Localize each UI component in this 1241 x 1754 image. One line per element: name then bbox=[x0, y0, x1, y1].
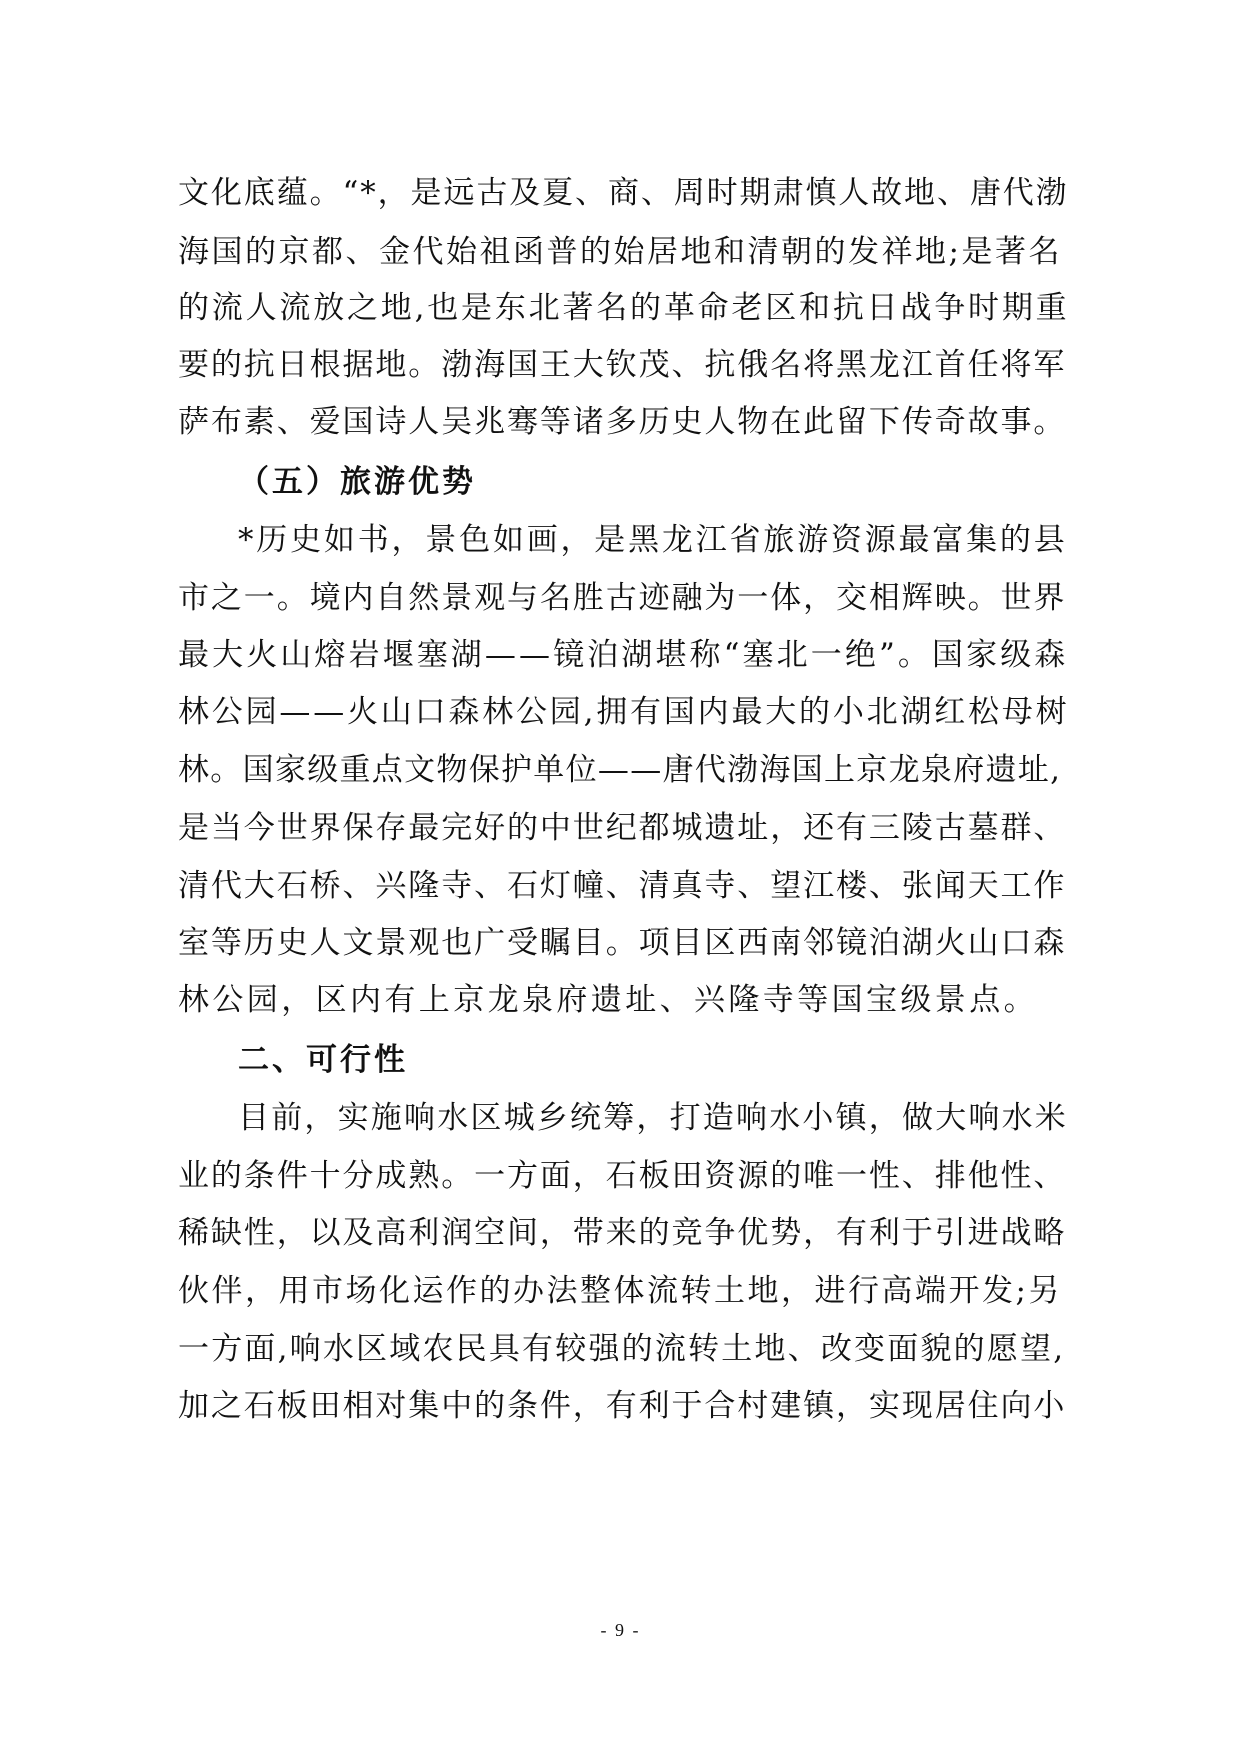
text-line: 林公园，区内有上京龙泉府遗址、兴隆寺等国宝级景点。 bbox=[178, 982, 1038, 1018]
text-line: 是当今世界保存最完好的中世纪都城遗址，还有三陵古墓群、 bbox=[178, 810, 1067, 846]
text-line: 室等历史人文景观也广受瞩目。项目区西南邻镜泊湖火山口森 bbox=[178, 925, 1067, 961]
text-line: 加之石板田相对集中的条件，有利于合村建镇，实现居住向小 bbox=[178, 1388, 1067, 1424]
text-line: *历史如书，景色如画，是黑龙江省旅游资源最富集的县 bbox=[238, 522, 1068, 558]
text-line: 伙伴，用市场化运作的办法整体流转土地，进行高端开发;另 bbox=[178, 1273, 1062, 1309]
text-line: 海国的京都、金代始祖函普的始居地和清朝的发祥地;是著名 bbox=[178, 234, 1062, 270]
page-number: - 9 - bbox=[600, 1620, 641, 1640]
text-line: 要的抗日根据地。渤海国王大钦茂、抗俄名将黑龙江首任将军 bbox=[178, 347, 1067, 383]
text-line: 业的条件十分成熟。一方面，石板田资源的唯一性、排他性、 bbox=[178, 1158, 1067, 1194]
text-line: 文化底蕴。“*，是远古及夏、商、周时期肃慎人故地、唐代渤 bbox=[178, 175, 1069, 211]
text-line: 一方面,响水区域农民具有较强的流转土地、改变面貌的愿望, bbox=[178, 1331, 1066, 1367]
text-line: 萨布素、爱国诗人吴兆骞等诸多历史人物在此留下传奇故事。 bbox=[178, 404, 1067, 440]
text-line: 林公园——火山口森林公园,拥有国内最大的小北湖红松母树 bbox=[178, 694, 1070, 730]
text-line: 的流人流放之地,也是东北著名的革命老区和抗日战争时期重 bbox=[178, 290, 1070, 326]
text-line: 最大火山熔岩堰塞湖——镜泊湖堪称“塞北一绝”。国家级森 bbox=[178, 637, 1069, 673]
text-line: 清代大石桥、兴隆寺、石灯幢、清真寺、望江楼、张闻天工作 bbox=[178, 868, 1067, 904]
section-heading-feasibility: 二、可行性 bbox=[238, 1042, 408, 1078]
text-line: 稀缺性，以及高利润空间，带来的竞争优势，有利于引进战略 bbox=[178, 1215, 1067, 1251]
section-heading-tourism: （五）旅游优势 bbox=[238, 464, 476, 500]
text-line: 林。国家级重点文物保护单位——唐代渤海国上京龙泉府遗址, bbox=[178, 752, 1062, 788]
text-line: 市之一。境内自然景观与名胜古迹融为一体，交相辉映。世界 bbox=[178, 580, 1067, 616]
text-line: 目前，实施响水区城乡统筹，打造响水小镇，做大响水米 bbox=[238, 1100, 1068, 1136]
